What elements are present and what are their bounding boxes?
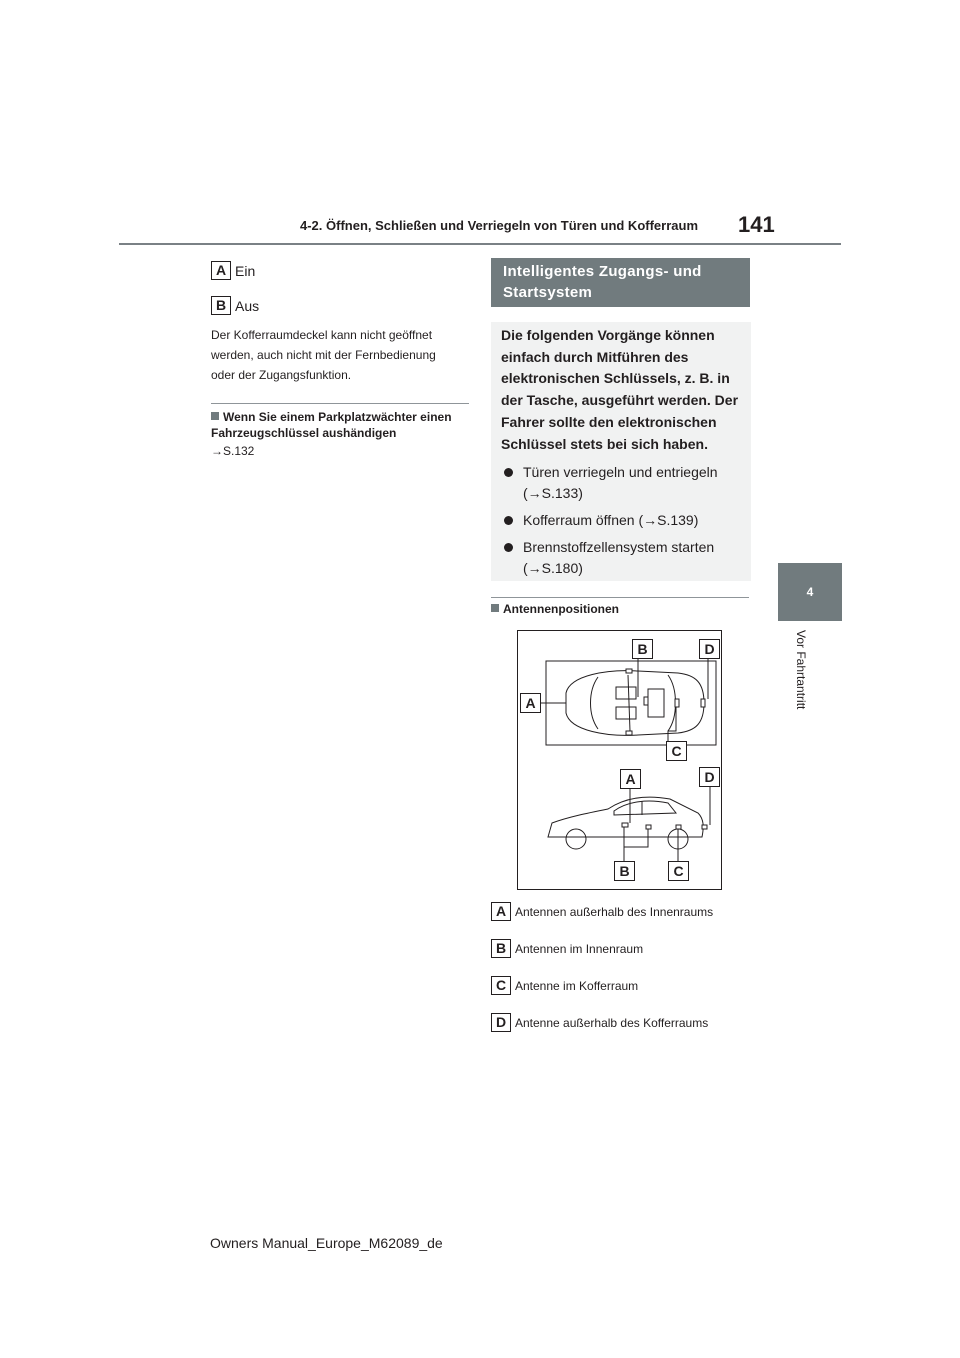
square-bullet-icon [211,412,219,420]
footer-doc-id: Owners Manual_Europe_M62089_de [210,1235,443,1251]
antenna-rule [491,597,749,598]
option-row-a [211,261,255,280]
legend-text-a: Antennen außerhalb des Innenraums [515,904,714,919]
letter-box-b: B [491,939,511,958]
option-label-b: Aus [235,297,260,314]
diagram-label-b: B [632,639,653,659]
legend-text-c: Antenne im Kofferraum [515,978,639,993]
diagram-label-c: C [668,861,689,881]
car-illustration [518,631,721,889]
letter-box-b: B [211,296,231,315]
diagram-label-b: B [614,861,635,881]
bullet-text: Kofferraum öffnen (→S.139) [523,512,699,529]
diagram-label-c: C [666,741,687,761]
diagram-label-d: D [699,639,720,659]
option-label-a: Ein [235,262,256,279]
note-heading-text: Wenn Sie einem Parkplatzwächter einen Fahrzeugschlüssel aushändigen [211,410,452,440]
legend-row-a [491,902,713,921]
antenna-heading [491,602,619,616]
note-rule [211,403,469,404]
bullet-text: Brennstoffzellensystem starten (→S.180) [523,539,715,577]
letter-box-c: C [491,976,511,995]
antenna-diagram [517,630,722,890]
bullet-item [501,462,741,504]
legend-row-b [491,939,643,958]
section-title: Intelligentes Zugangs- und Startsystem [491,258,750,307]
diagram-label-a: A [620,769,641,789]
page-number: 141 [738,212,775,237]
legend-row-c [491,976,638,995]
antenna-heading-text: Antennenpositionen [503,602,619,616]
header-rule [119,243,841,245]
running-header: 4-2. Öffnen, Schließen und Verriegeln von Türen und Kofferraum [300,218,698,233]
diagram-label-d: D [699,767,720,787]
letter-box-a: A [491,902,511,921]
chapter-label: Vor Fahrtantritt [794,630,808,710]
trunk-paragraph: Der Kofferraumdeckel kann nicht geöffnet werden, auch nicht mit der Fernbedienung oder der Zugangsfunktion. [211,328,436,382]
chapter-tab: 4 [778,563,842,621]
note-reference: →S.132 [211,444,255,458]
bullet-dot-icon [504,516,513,525]
bullet-text: Türen verriegeln und entriegeln (→S.133) [523,464,718,502]
letter-box-a: A [211,261,231,280]
legend-text-b: Antennen im Innenraum [515,941,644,956]
bullet-item [501,510,741,531]
bullet-dot-icon [504,468,513,477]
bullet-dot-icon [504,543,513,552]
note-heading [211,409,473,441]
bullet-item [501,537,741,579]
legend-text-d: Antenne außerhalb des Kofferraums [515,1015,709,1030]
letter-box-d: D [491,1013,511,1032]
option-row-b [211,296,259,315]
diagram-label-a: A [520,693,541,713]
intro-box [491,322,751,581]
square-bullet-icon [491,604,499,612]
legend-row-d [491,1013,708,1032]
intro-text: Die folgenden Vorgänge können einfach durch Mitführen des elektronischen Schlüssels, z. B. in der Tasche, ausgeführt werden. Der Fahrer sollte den elektronischen Schlüssel stets bei sich haben. [501,327,739,452]
